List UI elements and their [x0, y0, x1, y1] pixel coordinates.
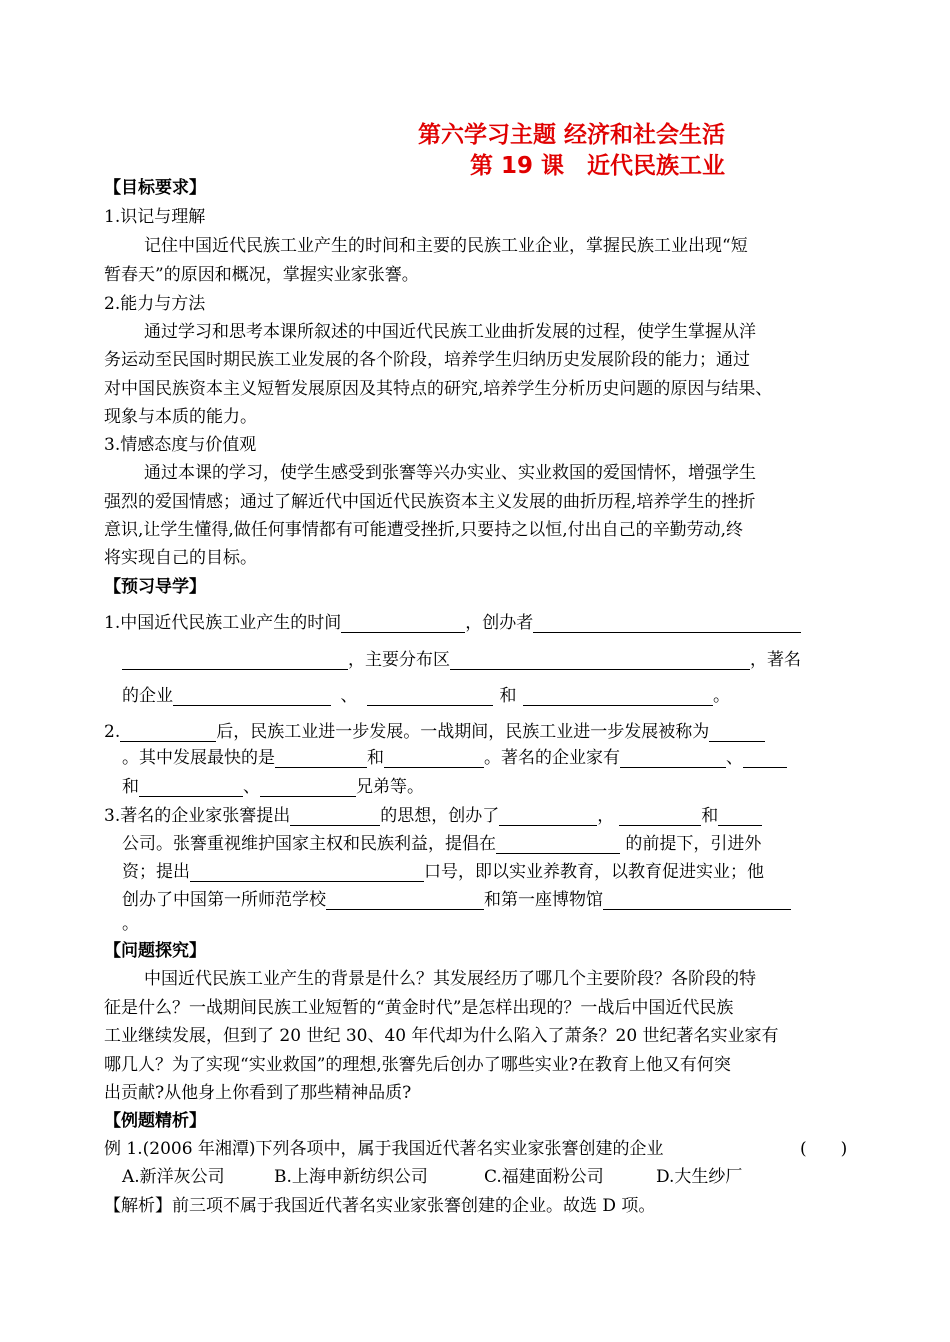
option-d: D.大生纱厂 [656, 1167, 743, 1187]
question-3-line-5: 。 [122, 914, 139, 934]
goals-header: 【目标要求】 [104, 178, 206, 198]
topic-title: 第六学习主题 经济和社会生活 [418, 122, 726, 148]
question-1-line-3: 的企业 、 和 。 [122, 686, 730, 706]
question-1-line-1: 1.中国近代民族工业产生的时间 ，创办者 [104, 613, 801, 633]
option-c: C.福建面粉公司 [484, 1167, 604, 1187]
goal-2-text-1: 通过学习和思考本课所叙述的中国近代民族工业曲折发展的过程，使学生掌握从洋 [144, 322, 756, 342]
question-2-line-1: 2. 后，民族工业进一步发展。一战期间，民族工业进一步发展被称为 [104, 722, 765, 742]
question-3-line-3: 资；提出 口号，即以实业养教育，以教育促进实业；他 [122, 862, 764, 882]
example-question: 例 1.(2006 年湘潭)下列各项中，属于我国近代著名实业家张謇创建的企业 [104, 1139, 664, 1159]
answer-blank[interactable] [275, 750, 367, 768]
answer-blank[interactable] [718, 808, 762, 826]
goal-3-text-2: 强烈的爱国情感；通过了解近代中国近代民族资本主义发展的曲折历程,培养学生的挫折 [104, 492, 756, 512]
answer-blank[interactable] [709, 724, 765, 742]
answer-blank[interactable] [496, 836, 620, 854]
answer-blank[interactable] [290, 808, 380, 826]
explore-text-1: 中国近代民族工业产生的背景是什么？其发展经历了哪几个主要阶段？各阶段的特 [144, 969, 756, 989]
goal-2-text-2: 务运动至民国时期民族工业发展的各个阶段，培养学生归纳历史发展阶段的能力；通过 [104, 350, 750, 370]
goal-3-text-4: 将实现自己的目标。 [104, 548, 257, 568]
question-2-line-3: 和 、 兄弟等。 [122, 777, 424, 797]
lesson-title: 第 19 课 近代民族工业 [470, 153, 726, 179]
question-3-line-2: 公司。张謇重视维护国家主权和民族利益，提倡在 的前提下，引进外 [122, 834, 762, 854]
question-3-line-1: 3.著名的企业家张謇提出 的思想，创办了 ， 和 [104, 806, 762, 826]
answer-blank[interactable] [603, 892, 791, 910]
answer-blank[interactable] [384, 750, 484, 768]
question-1-line-2: ，主要分布区 ，著名 [122, 650, 801, 670]
answer-blank[interactable] [619, 808, 701, 826]
question-3-line-4: 创办了中国第一所师范学校 和第一座博物馆 [122, 890, 791, 910]
goal-1-text-2: 暂春天”的原因和概况，掌握实业家张謇。 [104, 265, 419, 285]
goal-3-text-1: 通过本课的学习，使学生感受到张謇等兴办实业、实业救国的爱国情怀，增强学生 [144, 463, 756, 483]
answer-blank[interactable] [120, 724, 216, 742]
goal-2-title: 2.能力与方法 [104, 294, 206, 314]
answer-blank[interactable] [367, 688, 493, 706]
goal-1-title: 1.识记与理解 [104, 207, 206, 227]
goal-3-text-3: 意识,让学生懂得,做任何事情都有可能遭受挫折,只要持之以恒,付出自己的辛勤劳动,终 [104, 520, 744, 540]
answer-blank[interactable] [341, 615, 465, 633]
answer-blank[interactable] [260, 779, 356, 797]
answer-parentheses[interactable]: ( ) [800, 1139, 848, 1159]
explore-text-5: 出贡献?从他身上你看到了那些精神品质? [104, 1083, 412, 1103]
answer-blank[interactable] [743, 750, 787, 768]
example-header: 【例题精析】 [104, 1111, 206, 1131]
answer-blank[interactable] [499, 808, 597, 826]
explore-text-2: 征是什么？一战期间民族工业短暂的“黄金时代”是怎样出现的？一战后中国近代民族 [104, 998, 734, 1018]
answer-blank[interactable] [620, 750, 726, 768]
goal-2-text-4: 现象与本质的能力。 [104, 407, 257, 427]
answer-blank[interactable] [173, 688, 331, 706]
explore-text-3: 工业继续发展，但到了 20 世纪 30、40 年代却为什么陷入了萧条？20 世纪著名实业家有 [104, 1026, 779, 1046]
question-2-line-2: 。其中发展最快的是 和 。著名的企业家有 、 [122, 748, 787, 768]
analysis-text: 【解析】前三项不属于我国近代著名实业家张謇创建的企业。故选 D 项。 [104, 1196, 656, 1216]
answer-blank[interactable] [533, 615, 801, 633]
goal-1-text-1: 记住中国近代民族工业产生的时间和主要的民族工业企业，掌握民族工业出现“短 [144, 236, 748, 256]
goal-2-text-3: 对中国民族资本主义短暂发展原因及其特点的研究,培养学生分析历史问题的原因与结果、 [104, 379, 773, 399]
explore-header: 【问题探究】 [104, 941, 206, 961]
preview-header: 【预习导学】 [104, 577, 206, 597]
answer-blank[interactable] [326, 892, 484, 910]
explore-text-4: 哪几人？为了实现“实业救国”的理想,张謇先后创办了哪些实业?在教育上他又有何突 [104, 1055, 731, 1075]
answer-blank[interactable] [190, 864, 424, 882]
goal-3-title: 3.情感态度与价值观 [104, 435, 257, 455]
answer-blank[interactable] [523, 688, 713, 706]
option-b: B.上海申新纺织公司 [274, 1167, 428, 1187]
q1-text: 1.中国近代民族工业产生的时间 [104, 613, 342, 633]
answer-blank[interactable] [139, 779, 243, 797]
answer-blank[interactable] [122, 652, 348, 670]
answer-blank[interactable] [450, 652, 750, 670]
option-a: A.新洋灰公司 [122, 1167, 225, 1187]
